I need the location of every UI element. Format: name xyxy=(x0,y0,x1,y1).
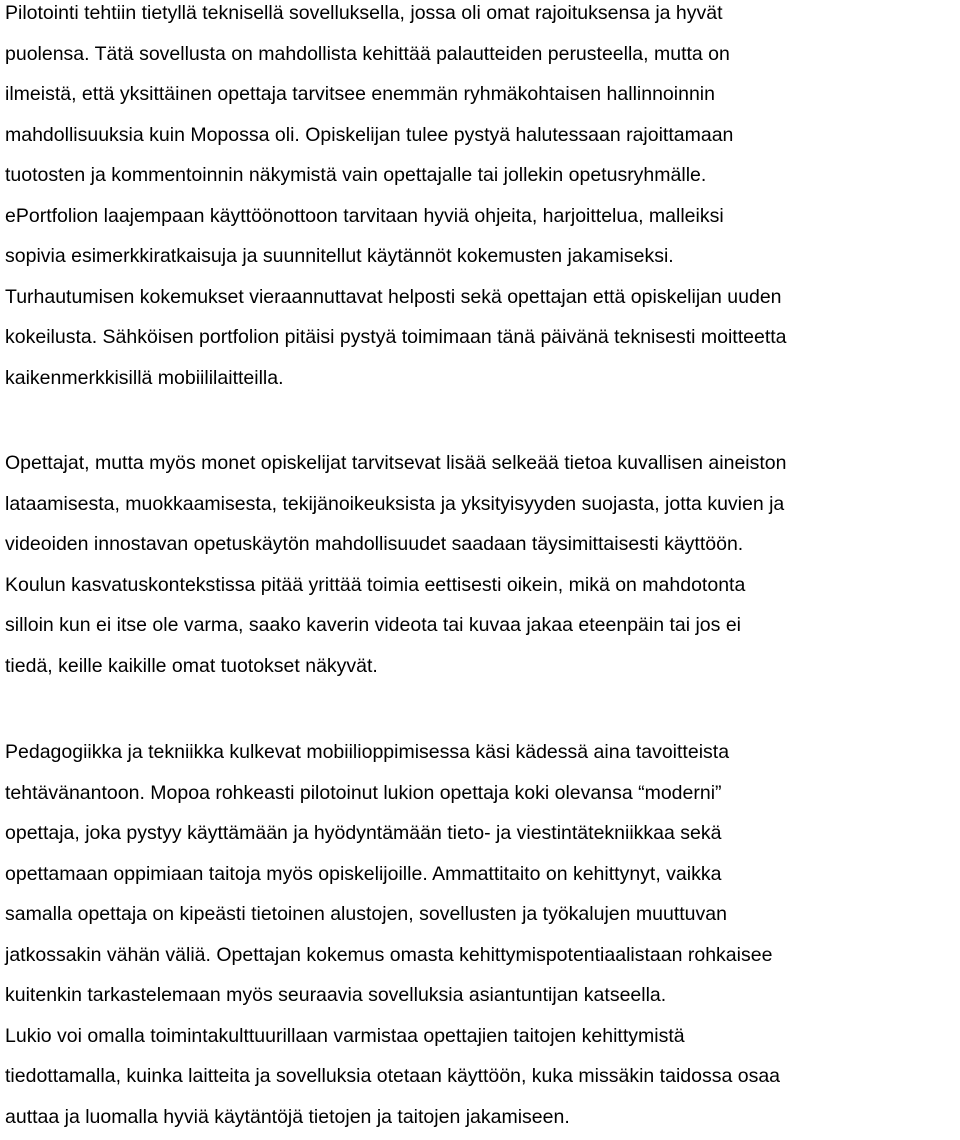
text-line: videoiden innostavan opetuskäytön mahdollisuudet saadaan täysimittaisesti käyttöön. xyxy=(5,533,744,555)
text-line: kaikenmerkkisillä mobiililaitteilla. xyxy=(5,366,284,389)
text-line: Turhautumisen kokemukset vieraannuttavat helposti sekä opettajan että opiskelijan uuden xyxy=(5,285,782,308)
text-line: kokeilusta. Sähköisen portfolion pitäisi pystyä toimimaan tänä päivänä teknisesti moitteetta xyxy=(5,326,787,348)
text-line: opettamaan oppimiaan taitoja myös opiskelijoille. Ammattitaito on kehittynyt, vaikka xyxy=(5,862,722,885)
paragraph-image-rights xyxy=(5,443,786,686)
text-line: Pedagogiikka ja tekniikka kulkevat mobiilioppimisessa käsi kädessä aina tavoitteista xyxy=(5,741,730,763)
text-line: Lukio voi omalla toimintakulttuurillaan varmistaa opettajien taitojen kehittymistä xyxy=(5,1024,685,1047)
text-line: sopivia esimerkkiratkaisuja ja suunnitellut käytännöt kokemusten jakamiseksi. xyxy=(5,245,674,267)
text-line: ilmeistä, että yksittäinen opettaja tarvitsee enemmän ryhmäkohtaisen hallinnoinnin xyxy=(5,83,715,105)
text-line: opettaja, joka pystyy käyttämään ja hyödyntämään tieto- ja viestintätekniikkaa sekä xyxy=(5,822,722,844)
text-line: Pilotointi tehtiin tietyllä teknisellä sovelluksella, jossa oli omat rajoituksensa ja hyvät xyxy=(5,2,723,24)
text-line: auttaa ja luomalla hyviä käytäntöjä tietojen ja taitojen jakamiseen. xyxy=(5,1105,570,1128)
paragraph-pilot-limitations xyxy=(5,0,787,398)
text-line: jatkossakin vähän väliä. Opettajan kokemus omasta kehittymispotentiaalistaan rohkaisee xyxy=(5,943,773,966)
text-line: Opettajat, mutta myös monet opiskelijat tarvitsevat lisää selkeää tietoa kuvallisen aineiston xyxy=(5,452,787,474)
text-line: puolensa. Tätä sovellusta on mahdollista kehittää palautteiden perusteella, mutta on xyxy=(5,42,730,65)
text-line: Koulun kasvatuskontekstissa pitää yrittää toimia eettisesti oikein, mikä on mahdotonta xyxy=(5,573,746,596)
text-line: ePortfolion laajempaan käyttöönottoon tarvitaan hyviä ohjeita, harjoittelua, malleiksi xyxy=(5,204,724,227)
text-line: tiedä, keille kaikille omat tuotokset näkyvät. xyxy=(5,654,378,677)
text-line: samalla opettaja on kipeästi tietoinen alustojen, sovellusten ja työkalujen muuttuvan xyxy=(5,903,727,925)
text-line: tehtävänantoon. Mopoa rohkeasti pilotoinut lukion opettaja koki olevansa “moderni” xyxy=(5,781,722,804)
text-line: silloin kun ei itse ole varma, saako kaverin videota tai kuvaa jakaa eteenpäin tai jos ei xyxy=(5,614,742,636)
text-line: lataamisesta, muokkaamisesta, tekijänoikeuksista ja yksityisyyden suojasta, jotta kuvien ja xyxy=(5,492,785,515)
text-line: tuotosten ja kommentoinnin näkymistä vain opettajalle tai jollekin opetusryhmälle. xyxy=(5,164,707,186)
text-line: tiedottamalla, kuinka laitteita ja sovelluksia otetaan käyttöön, kuka missäkin taidossa osaa xyxy=(5,1065,781,1087)
paragraph-pedagogy-technology xyxy=(5,732,780,1137)
text-line: mahdollisuuksia kuin Mopossa oli. Opiskelijan tulee pystyä halutessaan rajoittamaan xyxy=(5,123,734,146)
text-line: kuitenkin tarkastelemaan myös seuraavia sovelluksia asiantuntijan katseella. xyxy=(5,984,667,1006)
